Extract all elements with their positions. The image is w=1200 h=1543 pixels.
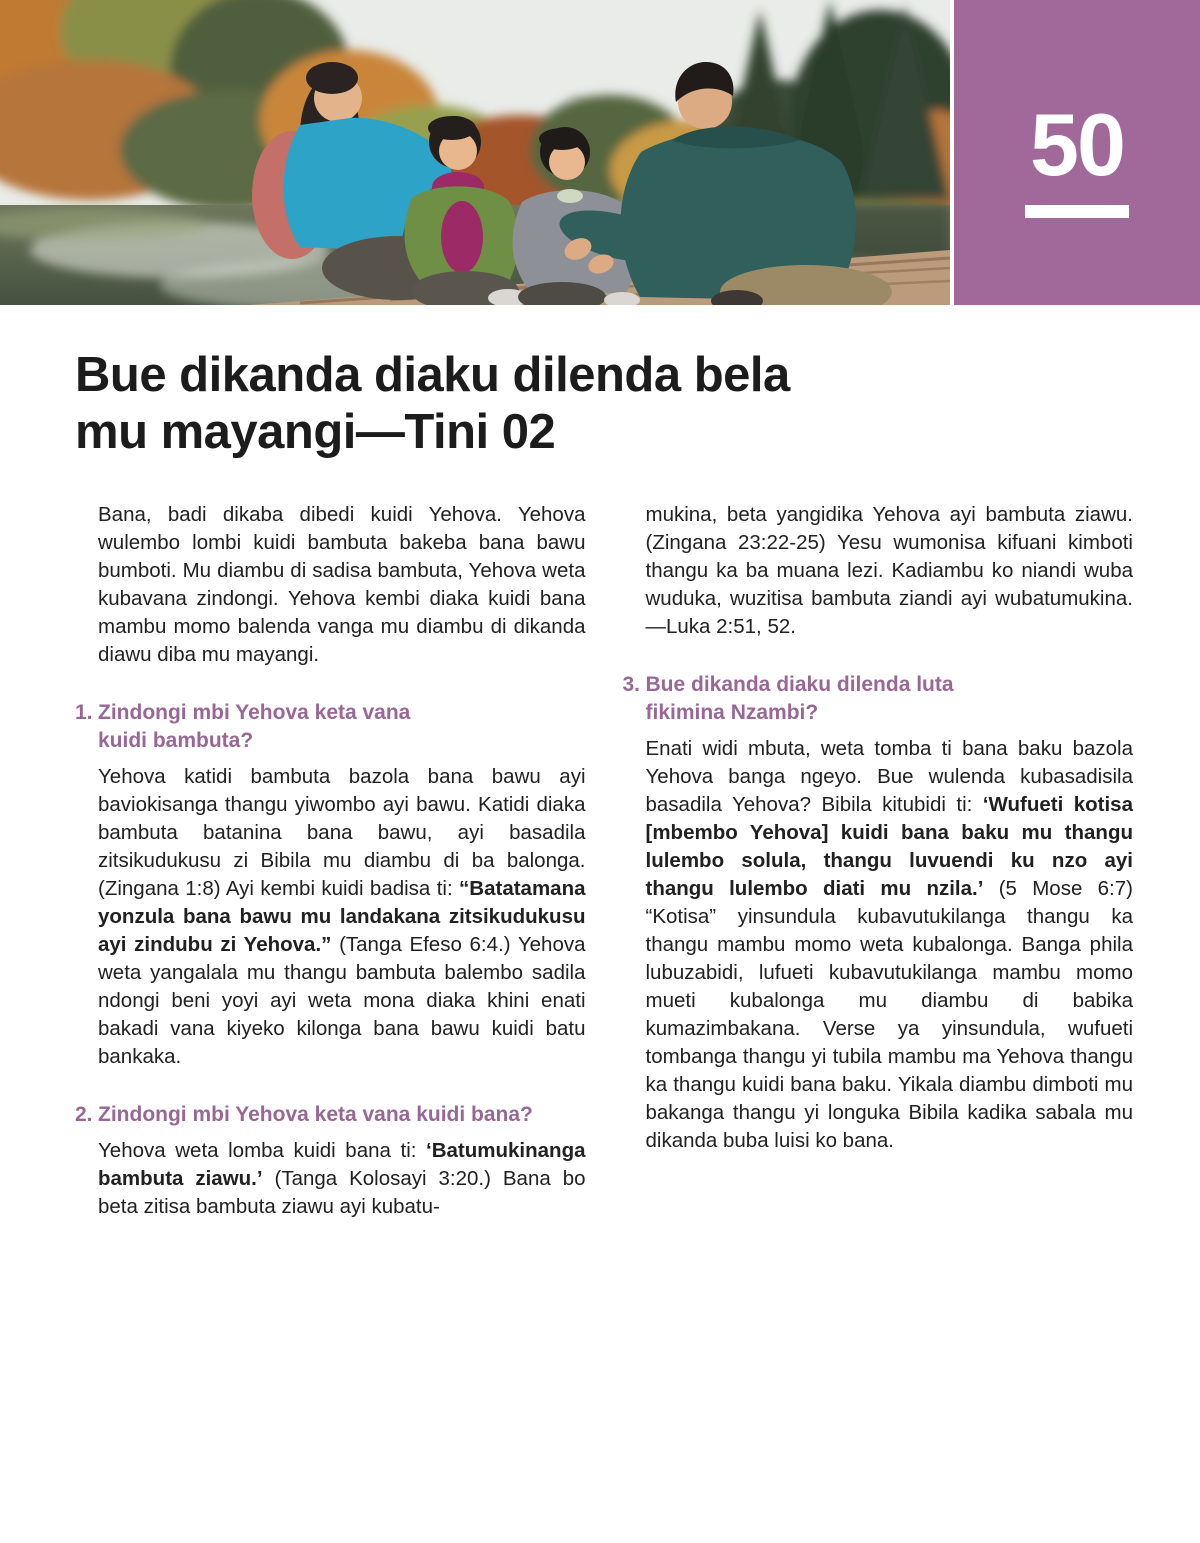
page-title-line-2: mu mayangi—Tini 02 (75, 405, 556, 459)
scripture-quote-bold: ‘Batumukinanga bambuta ziawu.’ (98, 1139, 586, 1190)
page-title-line-1: Bue dikanda diaku dilenda bela (75, 348, 790, 402)
question-3-paragraph: Enati widi mbuta, weta tomba ti bana baku bazola Yehova banga ngeyo. Bue wulenda kubasadisila basadila Yehova? Bibila kitubidi ti: ‘Wufueti kotisa [mbembo Yehova] kuidi bana baku mu thangu lulembo solula, thangu luvuendi ku nzo ayi thangu lulembo diati mu nzila.’ (5 Mose 6:7) “Kotisa” yinsundula kubavutukilanga thangu ka thangu mambu momo weta kubalonga. Banga phila lubuzabidi, lufueti kubavutukilanga mambu momo mueti kubalonga mu diambu di babika kumazimbakana. Verse ya yinsundula, wufueti tombanga thangu yi tubila mambu ma Yehova thangu ka thangu kuidi bana baku. Yikala diambu dimboti mu bakanga thangu yi longuka Bibila kadika sabala mu dikanda buba luisi ko bana. (645, 737, 1133, 1152)
left-column (75, 501, 586, 1221)
question-3-heading-text: Bue dikanda diaku dilenda luta fikimina Nzambi? (645, 673, 954, 724)
question-1-heading-text: Zindongi mbi Yehova keta vana kuidi bambuta? (98, 701, 411, 752)
page-title (75, 347, 1133, 461)
lesson-number-badge (954, 0, 1200, 305)
question-2-number: 2. (75, 1103, 93, 1126)
question-section-2 (75, 1101, 586, 1221)
article-body (75, 501, 1133, 1221)
scripture-quote-bold: “Batatamana yonzula bana bawu mu landakana zitsikudukusu ayi zindubu zi Yehova.” (98, 877, 586, 956)
continuation-paragraph: mukina, beta yangidika Yehova ayi bambuta ziawu. (Zingana 23:22-25) Yesu wumonisa kifuani kimboti thangu ka ba muana lezi. Kadiambu ko niandi wuba wuduka, wuzitisa bambuta ziandi ayi wubatumukina.—Luka 2:51, 52. (645, 503, 1133, 638)
question-3-number: 3. (622, 673, 641, 696)
scripture-quote-bold: ‘Wufueti kotisa [mbembo Yehova] kuidi bana baku mu thangu lulembo solula, thangu luvuendi ku nzo ayi thangu lulembo diati mu nzila.’ (645, 793, 1133, 900)
question-1-number: 1. (75, 701, 93, 724)
question-1-paragraph: Yehova katidi bambuta bazola bana bawu ayi baviokisanga thangu yiwombo ayi bawu. Katidi diaka bambuta batanina bana bawu, ayi basadila zitsikudukusu zi Bibila mu diambu di ba balonga. (Zingana 1:8) Ayi kembi kuidi badisa ti: “Batatamana yonzula bana bawu mu landakana zitsikudukusu ayi zindubu zi Yehova.” (Tanga Efeso 6:4.) Yehova weta yangalala mu thangu bambuta balembo sadila ndongi beni yoyi ayi weta mona diaka khini enati bakadi vana kiyeko kilonga bana bawu kuidi batu bankaka. (98, 765, 586, 1068)
lesson-number: 50 (1030, 95, 1124, 194)
question-3-heading (623, 671, 1134, 727)
family-photo (0, 0, 950, 305)
question-2-heading (75, 1101, 586, 1129)
question-section-1 (75, 699, 586, 1071)
question-2-paragraph: Yehova weta lomba kuidi bana ti: ‘Batumukinanga bambuta ziawu.’ (Tanga Kolosayi 3:20.) Bana bo beta zitisa bambuta ziawu ayi kubatu- (98, 1139, 586, 1218)
question-2-heading-text: Zindongi mbi Yehova keta vana kuidi bana? (98, 1103, 533, 1126)
question-section-3 (623, 671, 1134, 1155)
lesson-number-underline (1025, 205, 1129, 218)
question-1-heading (75, 699, 586, 755)
intro-paragraph: Bana, badi dikaba dibedi kuidi Yehova. Yehova wulembo lombi kuidi bambuta bakeba bana bawu bumboti. Mu diambu di sadisa bambuta, Yehova weta kubavana zindongi. Yehova kembi diaka kuidi bana mambu momo balenda vanga mu diambu di dikanda diawu diba mu mayangi. (98, 503, 586, 666)
hero-banner (0, 0, 1200, 305)
right-column (623, 501, 1134, 1221)
